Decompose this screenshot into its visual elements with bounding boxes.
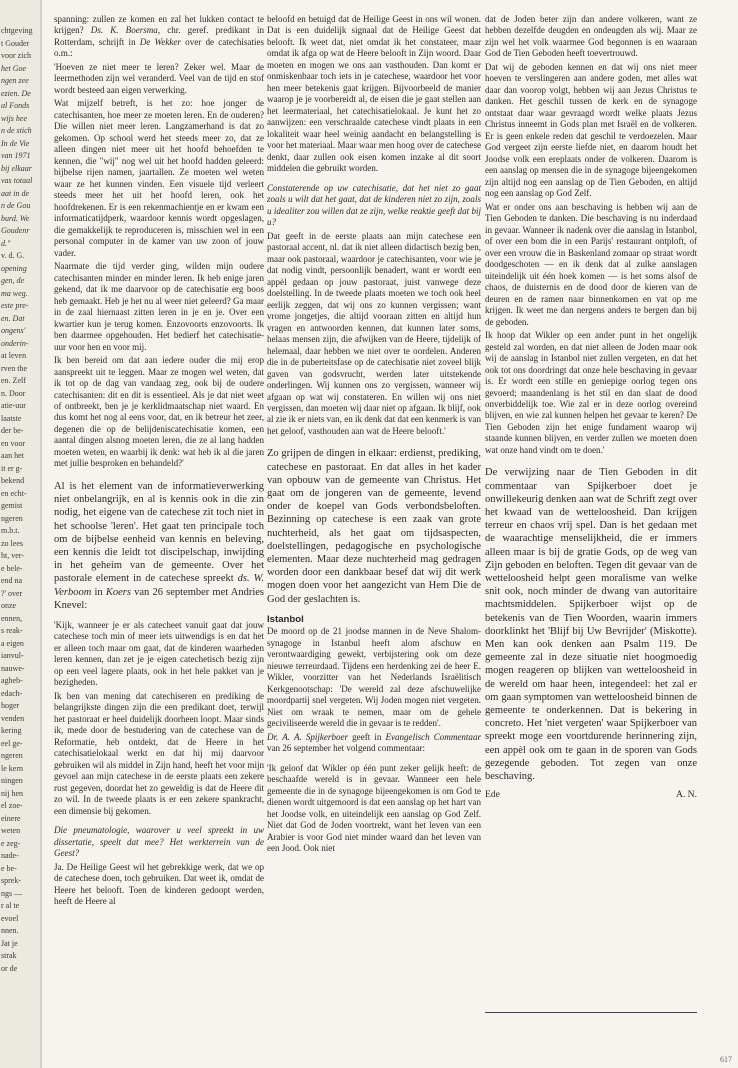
gutter-fragment: nade-: [1, 851, 19, 860]
body-text: over de catechisaties o.m.:: [54, 36, 264, 59]
gutter-fragment: ht, ver-: [1, 551, 24, 560]
gutter-fragment: gemist: [1, 501, 23, 510]
paragraph: [54, 480, 264, 612]
gutter-fragment: end na: [1, 576, 23, 585]
gutter-fragment: ningen: [1, 776, 23, 785]
paragraph: [54, 862, 264, 908]
page-fold: [40, 0, 42, 1068]
gutter-fragment: e be-: [1, 863, 17, 873]
emphasis-text: De Wekker: [139, 36, 181, 47]
paragraph: [267, 183, 481, 229]
body-text: Ik ben van mening dat catechiseren en prediking de belangrijkste dingen zijn die een predikant doet, terwijl het pastoraat er heel duidelijk doorheen loopt. Maar sinds ik, mede door de bestudering van de catechese van de Reformatie, heb ontdekt, dat de Heere in het catechisatielokaal werkt en dat hij mij daarvoor gebruiken wil als middel in Zijn hand, heeft het voor mijn gevoel aan mijn catechese in de eerste plaats een zekere rust gegeven, doordat het zo geweldig is dat de Heere dit zo wil. In de tweede plaats is er een zekere spankracht, een dimensie bij gekomen.: [54, 690, 264, 816]
body-text: 'Hoeven ze niet meer te leren? Zeker wel. Maar de leermethoden zijn wel veranderd. Veel van de tijd en stof wordt besteed aan eigen verwerking.: [54, 61, 264, 95]
gutter-fragment: opening: [1, 263, 27, 273]
body-text: spanning: zullen ze komen en zal het lukken contact te krijgen?: [54, 14, 264, 36]
emphasis-text: Ds. K. Boersma,: [90, 25, 161, 36]
paragraph: [267, 14, 481, 175]
body-text: van 26 september met Andries Knevel:: [54, 586, 265, 611]
gutter-fragment: nnen.: [1, 926, 19, 935]
gutter-fragment: rven the: [1, 363, 27, 373]
gutter-fragment: n de stich: [1, 126, 32, 135]
column-2: [267, 14, 481, 857]
gutter-fragment: en voor: [1, 438, 26, 448]
gutter-fragment: chtgeving: [1, 26, 33, 35]
gutter-fragment: el zoe-: [1, 801, 23, 810]
body-text: Dat geeft in de eerste plaats aan mijn catechese een pastoraal accent, nl. dat ik niet alleen didactisch bezig ben, maar ook pastoraal, waardoor je catechisanten, voor wie je dat nodig vindt, persoonlijk benadert, want er wordt een appèl gedaan op jouw pastoraat, juist vanwege deze doelstelling. In de tweede plaats moeten we toch ook heel eerlijk zeggen, dat wij ons zo kunnen vergissen; want vrome jongetjes, die altijd vooraan zitten en altijd hun vragen en antwoorden kennen, dat kunnen later soms, helaas mensen zijn, die afwijken van de Heere, tijdelijk of helemaal, daar hebben we niet over te oordelen. Anderen die in de puberteitsfase op de catechisatie niet zoveel blijk gaven van godsvrucht, werden later uitstekende onderlingen. Wij kunnen ons zo vergissen, wanneer wij afgaan op wat wij constateren. En willen wij ons niet vergissen, dan moeten wij daar niet op afgaan. Ik blijf, ook al zie ik er niets van, en ik denk dat dat een kenmerk is van het geloof, vasthouden aan wat de Heere belooft.': [267, 230, 481, 436]
paragraph: [485, 202, 697, 328]
body-text: Ik hoop dat Wikler op een ander punt in het ongelijk gesteld zal worden, en dat niet alleen de Joden maar ook wij de aanslag in Istanbol niet zullen vergeten, en dat het ook tot ons doordringt dat onze hele beschaving in gevaar is. Er wordt een stille en geniepige oorlog tegen ons gevoerd; maandenlang is het stil en dan slaat de dood onverbiddelijk toe. Wie zal er in deze oorlog overeind blijven, en wie zal kunnen helpen het gevaar te keren? De Tien Geboden zijn het enige fundament waarop wij staande kunnen blijven, en verder zullen we moeten doen wat onze hand vindt om te doen.': [485, 330, 697, 455]
gutter-fragment: it er g-: [1, 463, 23, 473]
gutter-fragment: en. Dat: [1, 313, 25, 323]
gutter-fragment: onze: [1, 601, 17, 610]
emphasis-text: Evangelisch Commentaar: [385, 731, 481, 742]
paragraph: [54, 261, 264, 353]
gutter-fragment: onderin-: [1, 338, 29, 348]
gutter-fragment: burd. We: [1, 213, 30, 223]
gutter-fragment: ma weg.: [1, 288, 28, 298]
body-text: Zo grijpen de dingen in elkaar: erdienst, prediking, catechese en pastoraat. En dat alles in het kader van opbouw van de gemeente van Christus. Het gaat om de jongeren van de gemeente, levend onder de koepel van Gods verbondsbeloften. Bezinning op catechese is een zaak van grote nuchterheid, als het gaat om tijdsaspecten, doelstellingen, pedagogische en psychologische elementen. Maar deze nuchterheid mag gedragen worden door een dankbaar besef dat wij dit werk mogen doen voor het aangezicht van Hem Die de God der geslachten is.: [267, 448, 481, 605]
emphasis-text: ds. W. Verboom: [54, 573, 264, 598]
body-text: Ik ben bereid om dat aan iedere ouder die mij erop aanspreekt uit te leggen. Maar ze mogen wel weten, dat ik tot op de dag van vandaag zeg, ook bij de oudere catechisanten: dit en dit is essentieel. Als je dat niet weet of ontbreekt, ben je je kerklidmaatschap niet waard. En dus komt het nog al eens voor, dat, en ik betreur het zeer, degenen die op de belijdeniscatechisatie komen, een aantal dingen alsnog moeten leren, die ze al lang hadden moeten weten, en waarbij ik denk: wat heb ik al die jaren met jullie besproken en behandeld?': [54, 355, 264, 469]
gutter-fragment: strak: [1, 951, 17, 960]
gutter-fragment: ezien. De: [1, 88, 31, 98]
gutter-fragment: van 1971: [1, 151, 31, 160]
gutter-fragment: het Goe: [1, 63, 27, 73]
gutter-fragment: ?' over: [1, 588, 23, 598]
gutter-fragment: agheb-: [1, 676, 23, 685]
paragraph: [267, 231, 481, 438]
gutter-fragment: weten: [1, 826, 21, 835]
gutter-fragment: bij elkaar: [1, 163, 32, 173]
gutter-fragment: Jat je: [1, 938, 18, 948]
body-text: dat de Joden beter zijn dan andere volkeren, want ze hebben dezelfde deugden en ondeugden als wij. Maar ze zijn wel het volk waarmee God begonnen is en waaraan God de Tien Geboden heeft toevertrouwd.: [485, 14, 697, 59]
paragraph: [54, 825, 264, 859]
gutter-fragment: evoel: [1, 913, 19, 923]
signature-place: Ede: [485, 789, 500, 801]
gutter-fragment: bekend: [1, 476, 25, 485]
body-text: Wat mijzelf betreft, is het zo: hoe jonger de catechisanten, hoe meer ze moeten leren. En de ouderen? Die willen niet meer leren. Langzamerhand is dat zo gekomen. Op school werd het steeds meer zo, dat ze alleen dingen niet meer uit het hoofd behoefden te kennen, die "wij" nog wel uit het hoofd hadden geleerd: bijbelse rijen namen, jaartallen. Ze moeten wel weten waar ze het kunnen vinden. Een visuele tijd verleert steeds meer het uit het hoofd leren, ook het hoofdrekenen. Er is een rekenmachientje en er kwam een informaticatijdperk, waardoor kennis wordt opgeslagen, die gemakkelijk te reproduceren is, misschien wel in een personal computer in de kamer van uw zoon of jouw vader.: [54, 98, 264, 258]
gutter-fragment: ngs —: [1, 888, 23, 898]
gutter-fragment: n de Gou: [1, 201, 31, 210]
body-text: 'Ik geloof dat Wikler op één punt zeker gelijk heeft: de beschaafde wereld is in gevaar. Wanneer een hele gemeente die in de synagoge bijeengekomen is om God te dienen wordt uitgemoord is dat een aanslag op het hart van het Joodse volk, en uiteindelijk een aanslag op God Zelf. Niet dat God de Joden voortrekt, want het leven van een Arabier is voor God niet minder waard dan het leven van een Jood. Ook niet: [267, 762, 481, 854]
paragraph: [485, 466, 697, 783]
body-text: 'Kijk, wanneer je er als catecheet vanuit gaat dat jouw catechese toch min of meer iets uitwendigs is en dat het er alleen toch maar om gaat, dat de kinderen waarheden leren kennen, dan zet je je eigen catechetisch bezig zijn op een veel lagere plaats, ook in het hele pakket van je bezigheden.: [54, 619, 264, 688]
gutter-fragment: nauwe-: [1, 663, 25, 673]
section-heading: Istanbol: [267, 613, 304, 625]
gutter-fragment: vas totaal: [1, 176, 33, 185]
body-text: Dat wij de geboden kennen en dat wij ons niet meer hoeven te verslingeren aan andere goden, met alles wat daar dan voorop volgt, hebben wij aan Jezus Christus te danken. Het geschil tussen de kerk en de synagoge ontstaat daar waar gevraagd wordt welke plaats Jezus Christus inneemt in Gods plan met Israël en de volkeren. Er is geen enkele reden dat geschil te verdoezelen. Maar God vergeet zijn eerste liefde niet, en daarom houdt het Joodse volk een ereplaats onder de volkeren. Daarom is een aanslag op mensen die in de synagoge bijeengekomen zijn altijd nog een aanslag op de Tien Geboden, en altijd nog een aanslag op God Zelf.: [485, 61, 697, 199]
column-1: [54, 14, 264, 910]
gutter-fragment: ongens': [1, 326, 26, 335]
gutter-fragment: at leven: [1, 351, 27, 360]
gutter-fragment: en. Zelf: [1, 376, 26, 385]
paragraph: [267, 763, 481, 855]
paragraph: [54, 620, 264, 689]
emphasis-text: Dr. A. A. Spijkerboer: [267, 731, 349, 742]
gutter-fragment: wijs hee: [1, 113, 27, 123]
gutter-fragment: ngeren: [1, 513, 23, 523]
gutter-fragment: Goudenr: [1, 226, 30, 235]
paragraph: [267, 447, 481, 605]
gutter-fragment: aat in de: [1, 188, 29, 198]
gutter-fragment: ennen,: [1, 613, 23, 623]
body-text: van 26 september het volgend commentaar:: [267, 743, 426, 754]
closing-rule: [485, 1012, 697, 1013]
paragraph: [485, 330, 697, 456]
gutter-fragment: aan het: [1, 451, 24, 460]
gutter-fragment: le kern: [1, 763, 23, 773]
gutter-fragment: s reak-: [1, 626, 23, 635]
paragraph: [267, 626, 481, 729]
column-3: [485, 14, 697, 801]
gutter-fragment: n. Door: [1, 388, 26, 398]
gutter-fragment: m.b.t.: [1, 526, 20, 535]
gutter-fragment: este pre-: [1, 301, 29, 310]
gutter-fragment: edach-: [1, 688, 23, 698]
gutter-fragment: a eigen: [1, 638, 24, 648]
emphasis-text: Koers: [105, 586, 131, 598]
gutter-fragment: al Fonds: [1, 101, 30, 110]
gutter-fragment: t Gouder: [1, 38, 30, 48]
body-text: Ja. De Heilige Geest wil het gebrekkige werk, dat we op de catechese doen, toch gebruiken. Dat weet ik, omdat de Heere het belooft. Toen de kinderen gedoopt werden, heeft de Heere al: [54, 861, 264, 907]
body-text: beloofd en betuigd dat de Heilige Geest in ons wil wonen. Dat is een duidelijk signaal dat de Heilige Geest dat belooft. Ik weet dat, niet omdat ik het constateer, maar omdat ik afga op wat de Heere belooft in Zijn woord. Daar moeten en mogen we ons aan vasthouden. Dan komt er onmiskenbaar toch iets in je catechese, waardoor het voor hen meer betekenis gaat krijgen. Bijvoorbeeld de manier waarop je je voorbereidt al, de eisen die je gaat stellen aan het leermateriaal, het catechisatielokaal. Je kunt het zo aanwijzen: een verschraalde catechese vindt plaats in een lokaliteit waar heel weinig aandacht en belangstelling is voor het materiaal. Maar waar men hoog over de catechese denkt, daar zullen ook eisen komen inzake al dit soort middelen die gebruikt worden.: [267, 14, 481, 174]
signature-initials: A. N.: [675, 789, 697, 801]
gutter-fragment: ngen zee: [1, 76, 29, 85]
paragraph: [485, 62, 697, 200]
previous-page-edge: [0, 0, 40, 1068]
body-text: Al is het element van de informatieverwerking niet onbelangrijk, en al is kennis ook in die zin nodig, het eigene van de catechese zit toch niet in het schoolse 'leren'. Het gaat ten principale toch om de bijbelse eenheid van kennis en beleving, een kennis die leidt tot discipelschap, inwijding in het geheim van de gemeente. Over het pastorale element in de catechese spreekt: [54, 480, 264, 585]
gutter-fragment: venden: [1, 713, 25, 723]
gutter-fragment: d.": [1, 238, 11, 248]
magazine-page: [44, 0, 738, 1068]
body-text: De moord op de 21 joodse mannen in de Neve Shalom-synagoge in Istanbul heeft alom afschuw en verontwaardiging gewekt, verbijstering ook om deze nieuwe terreurdaad. Tijdens een herdenking zei de heer E. Wikler, voorzitter van het Nederlands Israëlitisch Kerkgenootschap: 'De wereld zal deze afschuwelijke moordpartij snel vergeten. Wij Joden mogen niet vergeten. Niet om wraak te nemen, maar om de gehele geciviliseerde wereld die in gevaar is te redden'.: [267, 626, 481, 729]
gutter-fragment: einere: [1, 813, 21, 823]
emphasis-text: Constaterende op uw catechisatie, dat het niet zo gaat zoals u wilt dat het gaat, dat de kinderen niet zo zijn, zoals u idealiter zou willen dat ze zijn, welke reaktie geeft dat bij u?: [267, 182, 481, 228]
gutter-fragment: In de Vie: [1, 138, 30, 148]
gutter-fragment: or de: [1, 963, 18, 973]
emphasis-text: Die pneumatologie, waarover u veel spreekt in uw dissertatie, speelt dat mee? Het werkterrein van de Geest?: [54, 825, 264, 859]
gutter-fragment: gen, de: [1, 276, 25, 285]
body-text: in: [91, 586, 106, 598]
gutter-fragment: eel ge-: [1, 738, 23, 748]
body-text: De verwijzing naar de Tien Geboden in dit commentaar van Spijkerboer doet je onwillekeurig denken aan wat de Schrift zegt over het kwaad van de wetteloosheid. Dan krijgen terreur en chaos vrij spel. Dan is het gedaan met de waarachtige menselijkheid, die er immers alleen maar is bij de gratie Gods, op de weg van Zijn geboden en beloften. Tegen dit gevaar van de wetteloosheid helpt geen moralisme van welke snit ook, noch minder de dwang van autoritaire machtsmiddelen. Spijkerboer wijst op de betekenis van de Tien Woorden, waarin immers doorklinkt het 'Blijf bij Uw Bevrijder' (Miskotte). Men kan ook denken aan Psalm 119. De gemeente zal in deze situatie niet hoogmoedig mogen reageren op blijken van wetteloosheid in de wereld om haar heen, integendeel: het zal er om gaan symptomen van wetteloosheid binnen de gemeente te onderkennen. Dat is bekering in concreto. Het 'niet vergeten' waar Spijkerboer van spreekt moge een voortdurende herinnering zijn, een appèl ook om te gaan in de sporen van Gods gezegende geboden. Tot zegen van onze beschaving.: [485, 467, 697, 783]
body-text: Naarmate die tijd verder ging, wilden mijn oudere catechisanten minder en minder leren. Ik heb enige jaren gekend, dat ik me daarvoor op de catechisatie erg boos heb gemaakt. Heb je het nu al weer niet geleerd? Ga maar in de zaal hiernaast zitten leren in je en je. Over een kwartier kun je terug komen. Enzovoorts enzovoorts. Ik ben daarmee opgehouden. Het bedierf het catechisatie-uur voor hen en voor mij.: [54, 261, 264, 352]
gutter-fragment: v. d. G.: [1, 251, 25, 260]
signature: [485, 789, 697, 800]
gutter-fragment: voor zich: [1, 51, 31, 60]
paragraph: [485, 14, 697, 60]
body-text: geeft in: [348, 731, 386, 742]
body-text: chr. geref. predikant in Rotterdam, schrijft in: [54, 25, 264, 47]
page-number: 617: [720, 1055, 732, 1064]
gutter-fragment: der be-: [1, 426, 24, 435]
paragraph: [54, 62, 264, 96]
gutter-fragment: atie-uur: [1, 401, 26, 410]
body-text: Wat er onder ons aan beschaving is hebben wij aan de Tien Geboden te danken. Die beschaving is nu inderdaad in gevaar. Wanneer ik nadenk over die aanslag in Istanbol, of over een bom die in een Parijs' restaurant ontploft, of over een vrouw die in Baskenland zomaar op straat wordt doodgeschoten — en ik denk dat al zulke aanslagen uiteindelijk uit één hoek komen — is het soms alsof de chaos, de duisternis en de dood door de kieren van de deuren en de ramen naar binnenkomen en vat op me krijgen. Ik weet me dan nergens anders te bergen dan bij de geboden.: [485, 201, 697, 327]
gutter-fragment: r al te: [1, 901, 20, 910]
gutter-fragment: ianvul-: [1, 651, 24, 660]
gutter-fragment: zo lees: [1, 538, 23, 548]
column-3-body: [485, 14, 697, 783]
gutter-fragment: laatste: [1, 413, 22, 423]
gutter-fragment: en echt-: [1, 488, 27, 498]
paragraph: [267, 732, 481, 755]
gutter-fragment: hoger: [1, 701, 20, 710]
paragraph: [54, 355, 264, 470]
gutter-fragment: e bele-: [1, 563, 23, 573]
gutter-fragment: kering: [1, 726, 22, 735]
paragraph: [54, 14, 264, 60]
gutter-fragment: sprek-: [1, 876, 21, 885]
gutter-fragment: nij hen: [1, 788, 23, 798]
paragraph: [54, 98, 264, 259]
gutter-fragment: ngeren: [1, 751, 23, 760]
gutter-fragment: e zeg-: [1, 838, 21, 848]
paragraph: [54, 691, 264, 817]
